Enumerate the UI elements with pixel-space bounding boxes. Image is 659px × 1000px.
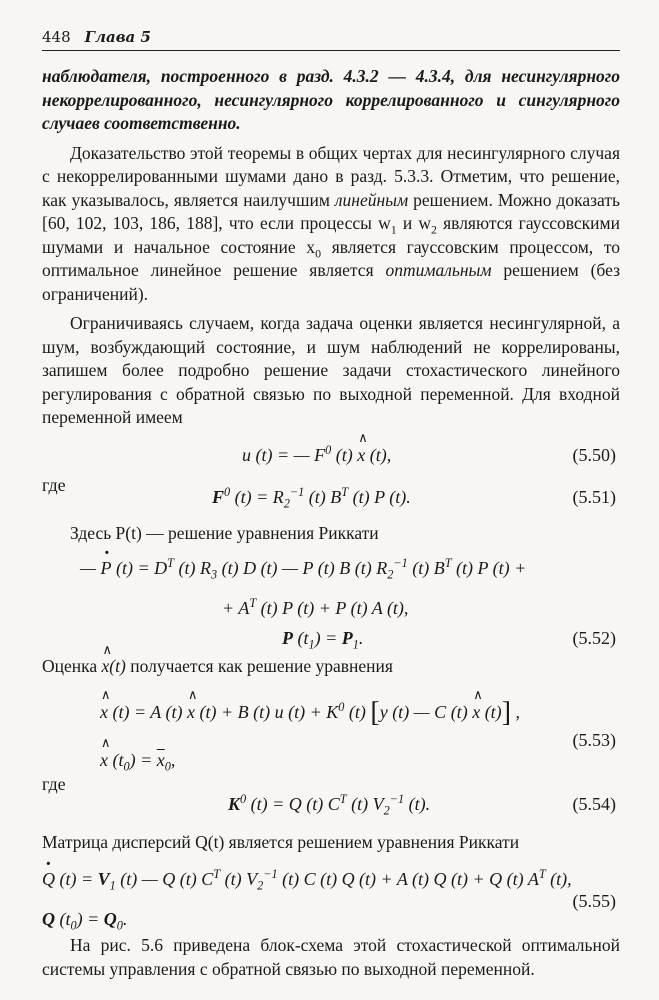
page-number: 448 [42,28,71,46]
sub-0: 0 [315,246,322,260]
proof-text-e: является гауссовским процессом, то оптимальное линейное решение является [42,236,620,280]
paragraph-intro: наблюдателя, построенного в разд. 4.3.2 — 4.3.4, для несингулярного некоррелированного, несингулярного коррелированного и сингулярного случаев соответственно. [42,66,620,133]
proof-text-d: являются гауссовскими шумами и начальное состояние x [42,213,620,257]
equation-5-52: P $(t_1) = P_1$. (5.52) [42,623,620,653]
paragraph-proof [42,142,620,307]
proof-optimal: оптимальным [385,260,492,280]
page [42,28,620,981]
paragraph-nonsingular: Ограничиваясь случаем, когда задача оценки является несингулярной, а шум, возбуждающий состояние, и шум наблюдений не коррелированы, запишем более подробно решение задачи стохастического линейного регулирования с обратной связью по выходной переменной. Для входной переменной имеем [42,313,620,427]
equation-5-55-line1: · Q $(t) = V_1$ (t) — Q (t) $C^T$ (t) $V_2^{-1}$ (t) C (t) Q (t) + A (t) Q (t) + Q (t) $A^T$ (t), [42,864,620,894]
paragraph-estimate: Оценка ∧ x(t) получается как решение уравнения [42,655,620,679]
equation-riccati-p-line1: — · P $(t) = D^T$ (t) $R_3$ (t) D (t) — P (t) B (t) $R_2^{-1}$ (t) $B^T$ (t) P (t) + [42,553,620,583]
page-header [42,28,620,51]
equation-tag-5-55: (5.55) [572,891,616,911]
proof-text-b: решением. Можно доказать [60, 102, 103, 186, 188], что если процессы w [42,189,620,233]
equation-tag-5-50: (5.50) [572,444,616,465]
equation-5-51: где $F^0$ $(t) = R_2^{-1}$ (t) $B^T$ (t) P (t). (5.51) [42,470,620,500]
equation-tag-5-53: (5.53) [572,729,616,750]
proof-text-a: Доказательство этой теоремы в общих чертах для несингулярного случая с некоррелированными шумами дано в разд. 5.3.3. Отметим, что решение, как указывалось, является наилучшим [42,142,620,210]
equation-tag-5-54: (5.54) [572,793,616,814]
equation-5-53-line1: ∧ x (t) = A (t) ∧ x (t) + B (t) u $(t) + K^0$ (t) [y (t) — C (t) ∧ x (t)] , [42,697,620,727]
sub-2: 2 [431,222,437,237]
proof-linear: линейным [334,189,409,210]
paragraph-riccati-p: Здесь P(t) — решение уравнения Риккати [70,522,379,543]
equation-5-55-line2: Q $(t_0) = Q_0$. (5.55) [42,892,620,922]
sub-1: 1 [390,222,397,237]
equation-5-53-line2: ∧ x $(t_0) = \overline{x}_0$, (5.53) [42,731,620,761]
estimate-text-a: Оценка [42,656,102,676]
equation-5-50: u (t) = — $F^0$ (t) ∧ x (t), (5.50) [42,440,620,470]
where-label-2: где [42,773,66,794]
equation-tag-5-51: (5.51) [572,486,616,507]
proof-text-c: и w [396,213,431,233]
chapter-title: Глава 5 [84,28,151,46]
paragraph-final: На рис. 5.6 приведена блок-схема этой стохастической оптимальной системы управления с обратной связью по выходной переменной. [42,935,620,979]
equation-riccati-p-line2: + $A^T$ (t) P (t) + P (t) A (t), [222,596,409,618]
equation-tag-5-52: (5.52) [572,628,616,648]
estimate-text-b: получается как решение уравнения [125,656,393,676]
proof-text-f: решением (без ограничений). [42,260,620,304]
paragraph-matrix: Матрица дисперсий Q(t) является решением уравнения Риккати [42,831,520,852]
equation-5-54: где $K^0$ (t) = Q (t) $C^T$ (t) $V_2^{-1}$ (t). (5.54) [42,779,620,809]
where-label-1: где [42,474,66,495]
